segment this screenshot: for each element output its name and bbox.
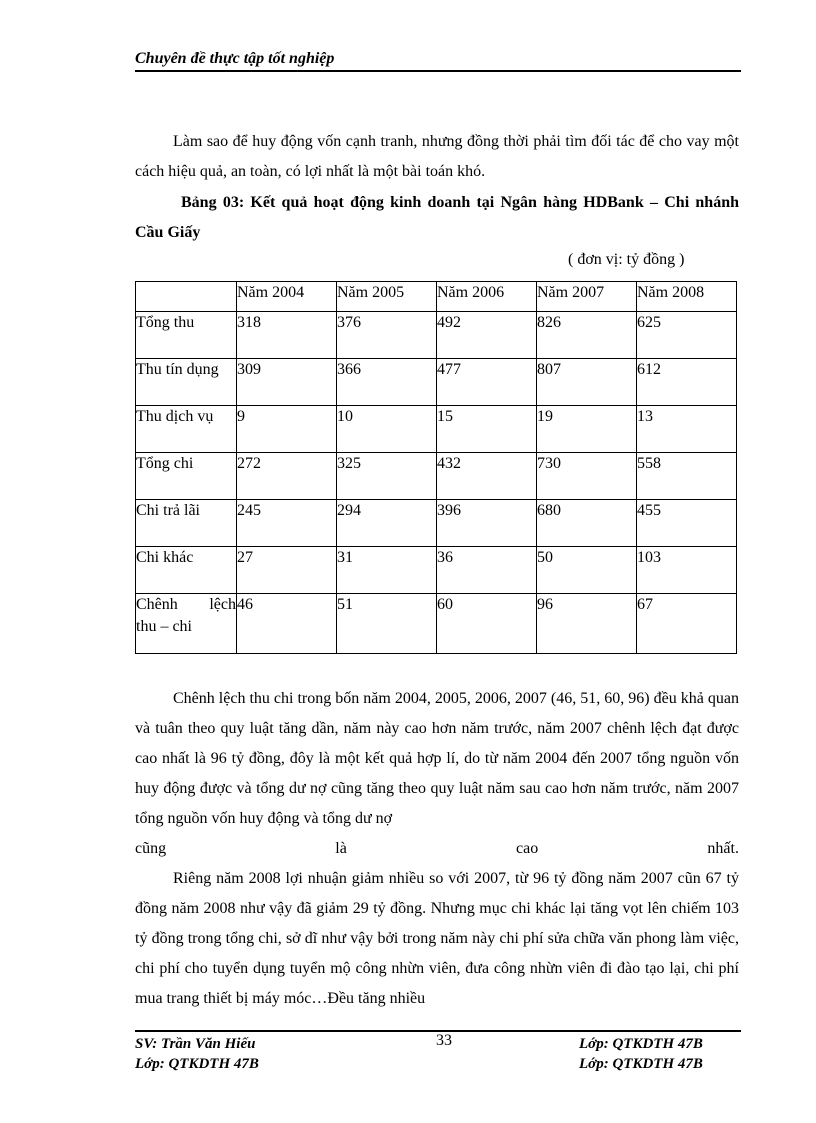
table-cell: 103 — [637, 547, 737, 594]
table-cell: 294 — [337, 500, 437, 547]
spread-word: là — [335, 840, 347, 857]
footer-class-left: Lớp: QTKDTH 47B — [135, 1056, 259, 1072]
table-cell: 730 — [537, 453, 637, 500]
table-cell: 309 — [237, 359, 337, 406]
table-cell: 9 — [237, 406, 337, 453]
table-cell: 432 — [437, 453, 537, 500]
table-cell: 19 — [537, 406, 637, 453]
unit-note: ( đơn vị: tỷ đồng ) — [568, 251, 685, 268]
table-row — [136, 500, 737, 547]
table-cell: 325 — [337, 453, 437, 500]
header-cell-2007: Năm 2007 — [537, 282, 637, 312]
table-cell: 477 — [437, 359, 537, 406]
table-cell: 27 — [237, 547, 337, 594]
header-cell-2005: Năm 2005 — [337, 282, 437, 312]
row-label-word: lệch — [209, 596, 236, 613]
table-row — [136, 406, 737, 453]
row-label: Chi khác — [136, 547, 237, 594]
header-cell-2008: Năm 2008 — [637, 282, 737, 312]
table-cell: 50 — [537, 547, 637, 594]
table-cell: 492 — [437, 312, 537, 359]
row-label: Thu dịch vụ — [136, 406, 237, 453]
table-cell: 60 — [437, 594, 537, 654]
spread-word: cũng — [135, 840, 167, 857]
header-cell-2006: Năm 2006 — [437, 282, 537, 312]
spread-word: nhất. — [707, 840, 739, 857]
analysis-paragraph: Chênh lệch thu chi trong bốn năm 2004, 2005, 2006, 2007 (46, 51, 60, 96) đều khả quan và tuân theo quy luật tăng dần, năm này cao hơn năm trước, năm 2007 chênh lệch đạt được cao nhất là 96 tỷ đồng, đôy là một kết quả hợp lí, do từ năm 2004 đến 2007 tổng nguồn vốn huy động được và tổng dư nợ cũng tăng theo quy luật năm sau cao hơn năm trước, năm 2007 tổng nguồn vốn huy động và tổng dư nợ — [135, 690, 739, 827]
footer-class-right-1: Lớp: QTKDTH 47B — [579, 1036, 703, 1052]
spread-word: cao — [516, 840, 539, 857]
analysis-paragraphs — [135, 684, 739, 1014]
intro-paragraph: Làm sao để huy động vốn cạnh tranh, nhưng đồng thời phải tìm đối tác để cho vay một cách hiệu quả, an toàn, có lợi nhất là một bài toán khó. — [135, 133, 739, 180]
table-cell: 10 — [337, 406, 437, 453]
row-label — [136, 594, 237, 654]
table-cell: 245 — [237, 500, 337, 547]
table-cell: 36 — [437, 547, 537, 594]
table-cell: 680 — [537, 500, 637, 547]
row-label-word: thu – chi — [136, 618, 192, 635]
results-table — [135, 281, 737, 654]
table-row — [136, 359, 737, 406]
table-cell: 67 — [637, 594, 737, 654]
table-row — [136, 547, 737, 594]
table-cell: 13 — [637, 406, 737, 453]
table-row — [136, 453, 737, 500]
row-label-word: Chênh — [136, 596, 178, 613]
table-cell: 366 — [337, 359, 437, 406]
table-cell: 826 — [537, 312, 637, 359]
table-cell: 46 — [237, 594, 337, 654]
row-label: Chi trả lãi — [136, 500, 237, 547]
table-caption: Bảng 03: Kết quả hoạt động kinh doanh tại Ngân hàng HDBank – Chi nhánh Cầu Giấy — [135, 194, 739, 241]
table-cell: 455 — [637, 500, 737, 547]
analysis-paragraph-last-line — [135, 834, 739, 864]
table-cell: 396 — [437, 500, 537, 547]
table-header-row — [136, 282, 737, 312]
header-title: Chuyên đề thực tập tốt nghiệp — [135, 50, 335, 67]
table-cell: 51 — [337, 594, 437, 654]
analysis-paragraph-2008: Riêng năm 2008 lợi nhuận giảm nhiều so với 2007, từ 96 tỷ đồng năm 2007 cũn 67 tỷ đồng năm 2008 như vậy đã giảm 29 tỷ đồng. Nhưng mục chi khác lại tăng vọt lên chiếm 103 tỷ đồng trong tổng chi, sở dĩ như vậy bởi trong năm này chi phí sửa chữa văn phong làm việc, chi phí cho tuyển dụng tuyển mộ công nhừn viên, đưa công nhừn viên đi đào tạo lại, chi phí mua trang thiết bị máy móc…Đều tăng nhiều — [135, 870, 739, 1007]
row-label: Thu tín dụng — [136, 359, 237, 406]
row-label: Tổng chi — [136, 453, 237, 500]
table-row — [136, 594, 737, 654]
table-cell: 376 — [337, 312, 437, 359]
table-cell: 318 — [237, 312, 337, 359]
table-cell: 807 — [537, 359, 637, 406]
header-cell-empty — [136, 282, 237, 312]
table-cell: 272 — [237, 453, 337, 500]
table-cell: 96 — [537, 594, 637, 654]
row-label: Tổng thu — [136, 312, 237, 359]
table-cell: 15 — [437, 406, 537, 453]
table-cell: 625 — [637, 312, 737, 359]
table-row — [136, 312, 737, 359]
header-cell-2004: Năm 2004 — [237, 282, 337, 312]
table-cell: 31 — [337, 547, 437, 594]
table-cell: 612 — [637, 359, 737, 406]
header-rule — [135, 70, 741, 72]
footer-student: SV: Trần Văn Hiếu — [135, 1036, 256, 1052]
page-number: 33 — [436, 1032, 452, 1049]
footer-class-right-2: Lớp: QTKDTH 47B — [579, 1056, 703, 1072]
table-cell: 558 — [637, 453, 737, 500]
